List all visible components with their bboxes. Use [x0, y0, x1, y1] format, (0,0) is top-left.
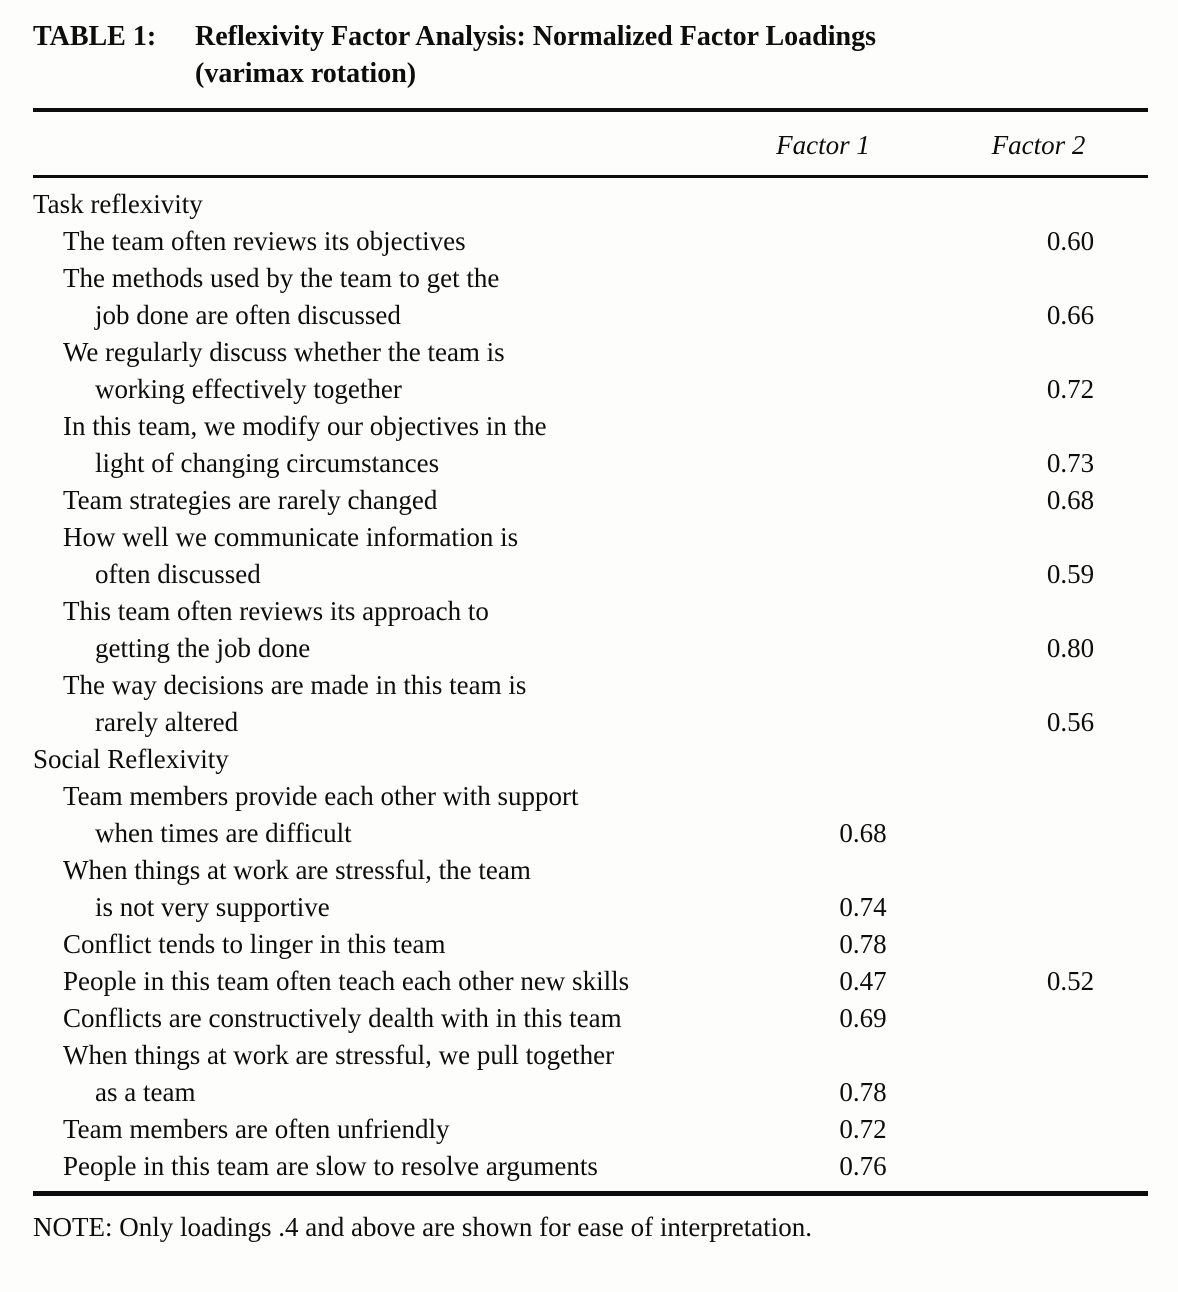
factor2-value [993, 926, 1148, 963]
factor2-value: 0.66 [1046, 300, 1095, 330]
item-row [33, 408, 1148, 482]
table-title: Reflexivity Factor Analysis: Normalized Factor Loadings [195, 21, 876, 52]
factor1-value [733, 593, 993, 667]
item-row [33, 1000, 1148, 1037]
item-text-line: How well we communicate information is [63, 522, 519, 552]
factor1-value: 0.76 [839, 1151, 887, 1181]
item-row [33, 519, 1148, 593]
item-text-line: People in this team often teach each other new skills [63, 966, 630, 996]
item-row [33, 593, 1148, 667]
column-header-factor-2: Factor 2 [991, 130, 1086, 160]
table-note: NOTE: Only loadings .4 and above are shown for ease of interpretation. [33, 1212, 813, 1242]
item-label [33, 852, 733, 926]
section-label [33, 186, 733, 223]
factor2-value [993, 778, 1148, 852]
factor2-value: 0.80 [1046, 633, 1095, 663]
item-label [33, 778, 733, 852]
item-row [33, 334, 1148, 408]
item-text-line: When things at work are stressful, the team [63, 855, 531, 885]
factor1-value: 0.72 [839, 1114, 887, 1144]
item-text-wrap-line: is not very supportive [95, 892, 330, 922]
table-subtitle: (varimax rotation) [195, 58, 417, 89]
factor1-value [733, 482, 993, 519]
section-label [33, 741, 733, 778]
factor2-value: 0.72 [1046, 374, 1095, 404]
item-row [33, 1111, 1148, 1148]
factor1-value: 0.74 [839, 892, 887, 922]
factor1-value: 0.68 [839, 818, 887, 848]
item-text-wrap-line: getting the job done [95, 633, 311, 663]
factor1-value [733, 223, 993, 260]
section-row [33, 741, 1148, 778]
factor1-value: 0.69 [839, 1003, 887, 1033]
horizontal-rule-bottom [33, 1191, 1148, 1196]
factor1-value [733, 186, 993, 223]
item-text-line: People in this team are slow to resolve arguments [63, 1151, 598, 1181]
factor1-value [733, 741, 993, 778]
item-label [33, 1037, 733, 1111]
item-label [33, 963, 733, 1000]
item-label [33, 1000, 733, 1037]
item-text-line: Team strategies are rarely changed [63, 485, 438, 515]
factor2-value: 0.73 [1046, 448, 1095, 478]
table-number-label: TABLE 1: [33, 21, 157, 52]
item-row [33, 667, 1148, 741]
item-label [33, 926, 733, 963]
item-label [33, 593, 733, 667]
item-text-wrap-line: often discussed [95, 559, 261, 589]
column-header-row [33, 112, 1148, 175]
factor2-value: 0.59 [1046, 559, 1095, 589]
item-label [33, 223, 733, 260]
table-title-block [33, 14, 1148, 92]
factor2-value [993, 1037, 1148, 1111]
item-label [33, 482, 733, 519]
item-text-line: Team members provide each other with support [63, 781, 579, 811]
item-text-line: The way decisions are made in this team is [63, 670, 527, 700]
item-text-line: The methods used by the team to get the [63, 263, 500, 293]
factor2-value [993, 1148, 1148, 1185]
item-row [33, 260, 1148, 334]
item-text-wrap-line: as a team [95, 1077, 196, 1107]
item-text-line: We regularly discuss whether the team is [63, 337, 505, 367]
factor2-value [993, 186, 1148, 223]
factor1-value [733, 334, 993, 408]
item-text-line: The team often reviews its objectives [63, 226, 466, 256]
item-label [33, 260, 733, 334]
item-label [33, 519, 733, 593]
factor2-value: 0.60 [1046, 226, 1095, 256]
item-row [33, 963, 1148, 1000]
item-label [33, 334, 733, 408]
item-text-wrap-line: working effectively together [95, 374, 402, 404]
factor2-value [993, 852, 1148, 926]
item-text-wrap-line: light of changing circumstances [95, 448, 440, 478]
item-text-line: Social Reflexivity [33, 744, 229, 774]
factor2-value [993, 741, 1148, 778]
table-body [33, 178, 1148, 1191]
item-row [33, 852, 1148, 926]
item-row [33, 1148, 1148, 1185]
item-row [33, 223, 1148, 260]
item-label [33, 408, 733, 482]
factor1-value: 0.78 [839, 1077, 887, 1107]
factor1-value [733, 667, 993, 741]
factor2-value: 0.68 [1046, 485, 1095, 515]
item-text-wrap-line: when times are difficult [95, 818, 352, 848]
item-text-line: Conflicts are constructively dealth with in this team [63, 1003, 622, 1033]
factor1-value: 0.78 [839, 929, 887, 959]
item-text-line: Conflict tends to linger in this team [63, 929, 446, 959]
column-header-factor-1: Factor 1 [776, 130, 870, 160]
factor2-value: 0.56 [1046, 707, 1095, 737]
item-row [33, 482, 1148, 519]
factor2-value [993, 1111, 1148, 1148]
item-label [33, 1148, 733, 1185]
item-row [33, 1037, 1148, 1111]
table-title-lines [195, 18, 1148, 92]
item-row [33, 926, 1148, 963]
item-text-wrap-line: rarely altered [95, 707, 239, 737]
item-text-line: In this team, we modify our objectives in the [63, 411, 547, 441]
section-row [33, 186, 1148, 223]
item-text-wrap-line: job done are often discussed [95, 300, 401, 330]
factor1-value: 0.47 [839, 966, 887, 996]
item-text-line: Task reflexivity [33, 189, 203, 219]
factor1-value [733, 519, 993, 593]
factor1-value [733, 260, 993, 334]
factor1-value [733, 408, 993, 482]
item-label [33, 1111, 733, 1148]
factor2-value: 0.52 [1046, 966, 1095, 996]
item-text-line: This team often reviews its approach to [63, 596, 489, 626]
item-row [33, 778, 1148, 852]
item-text-line: Team members are often unfriendly [63, 1114, 450, 1144]
item-text-line: When things at work are stressful, we pull together [63, 1040, 615, 1070]
factor2-value [993, 1000, 1148, 1037]
item-label [33, 667, 733, 741]
